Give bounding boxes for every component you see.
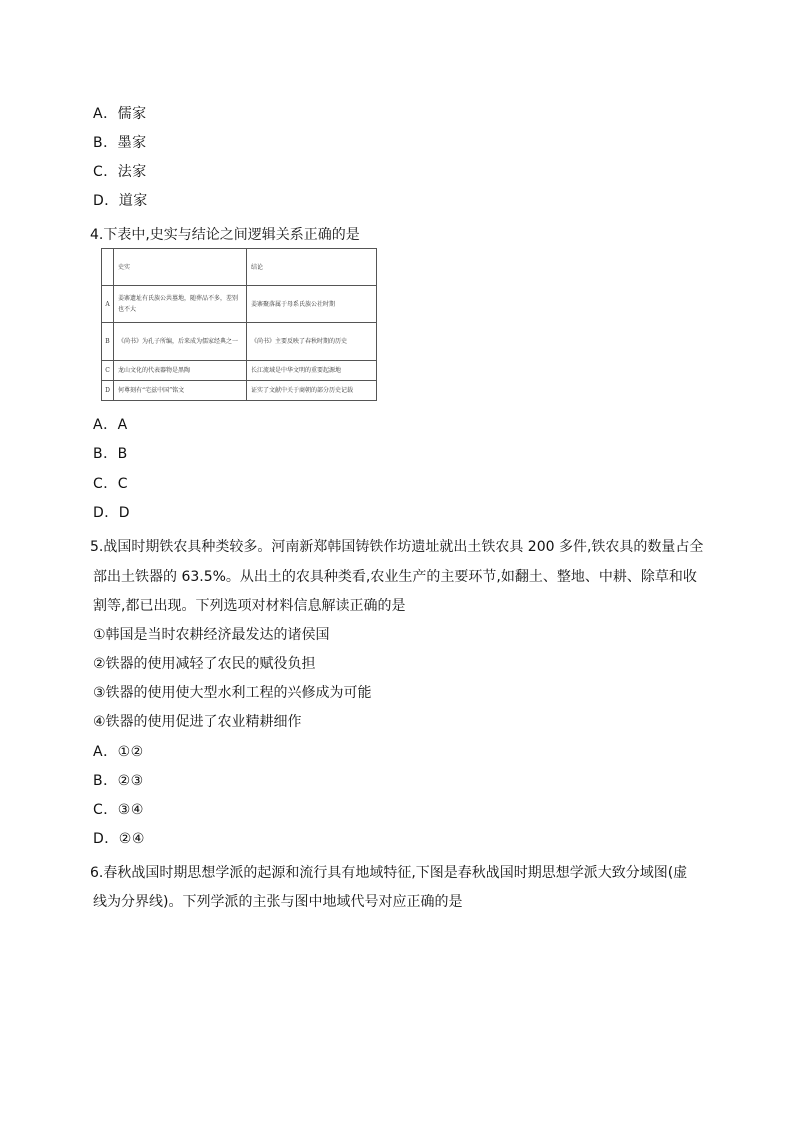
table-cell-key: A [102,286,114,323]
table-header-conclusion: 结论 [247,249,377,286]
q6-stem-line-2: 线为分界线)。下列学派的主张与图中地域代号对应正确的是 [93,894,463,910]
q4-option-b: B．B [93,446,128,462]
q5-stem-line-2: 部出土铁器的 63.5%。从出土的农具种类看,农业生产的主要环节,如翻土、整地、中耕、除草和收 [93,569,697,585]
q5-statement-1: ①韩国是当时农耕经济最发达的诸侯国 [93,627,330,643]
q5-stem-line-1: 5.战国时期铁农具种类较多。河南新郑韩国铸铁作坊遗址就出土铁农具 200 多件,铁农具的数量占全 [90,539,704,555]
table-row [102,360,377,380]
table-cell [102,249,114,286]
q5-option-c: C．③④ [93,802,144,818]
table-cell-conclusion: 长江流域是中华文明的重要起源地 [247,360,377,380]
table-cell-fact: 姜寨遗址有氏族公共墓地，随葬品不多，差别也不大 [114,286,247,323]
table-cell-fact: 龙山文化的代表器物是黑陶 [114,360,247,380]
q3-option-b: B．墨家 [93,135,147,151]
q5-option-a: A．①② [93,744,144,760]
table-cell-key: D [102,380,114,400]
q5-statement-3: ③铁器的使用使大型水利工程的兴修成为可能 [93,685,372,701]
q4-option-c: C．C [93,476,129,492]
q5-option-d: D．②④ [93,831,145,847]
q4-option-d: D．D [93,505,131,521]
q6-stem-line-1: 6.春秋战国时期思想学派的起源和流行具有地域特征,下图是春秋战国时期思想学派大致分域图(虚 [90,865,688,881]
table-cell-key: C [102,360,114,380]
q4-stem: 4.下表中,史实与结论之间逻辑关系正确的是 [90,227,360,243]
table-cell-conclusion: 姜寨聚落属于母系氏族公社时期 [247,286,377,323]
table-cell-fact: 何尊刻有“宅兹中国”铭文 [114,380,247,400]
table-row [102,380,377,400]
table-header-row [102,249,377,286]
q3-option-d: D．道家 [93,193,148,209]
q5-option-b: B．②③ [93,773,144,789]
table-cell-key: B [102,323,114,360]
q4-source-table [101,248,377,401]
table-cell-fact: 《尚书》为孔子所编，后来成为儒家经典之一 [114,323,247,360]
q3-option-a: A．儒家 [93,106,147,122]
q3-option-c: C．法家 [93,164,147,180]
table-cell-conclusion: 《尚书》主要反映了春秋时期的历史 [247,323,377,360]
table-cell-conclusion: 证实了文献中关于商朝的部分历史记载 [247,380,377,400]
table-row [102,286,377,323]
table-row [102,323,377,360]
table-header-fact: 史实 [114,249,247,286]
q5-statement-4: ④铁器的使用促进了农业精耕细作 [93,714,302,730]
q5-statement-2: ②铁器的使用减轻了农民的赋役负担 [93,656,316,672]
q5-stem-line-3: 割等,都已出现。下列选项对材料信息解读正确的是 [93,598,406,614]
q4-option-a: A．A [93,417,128,433]
